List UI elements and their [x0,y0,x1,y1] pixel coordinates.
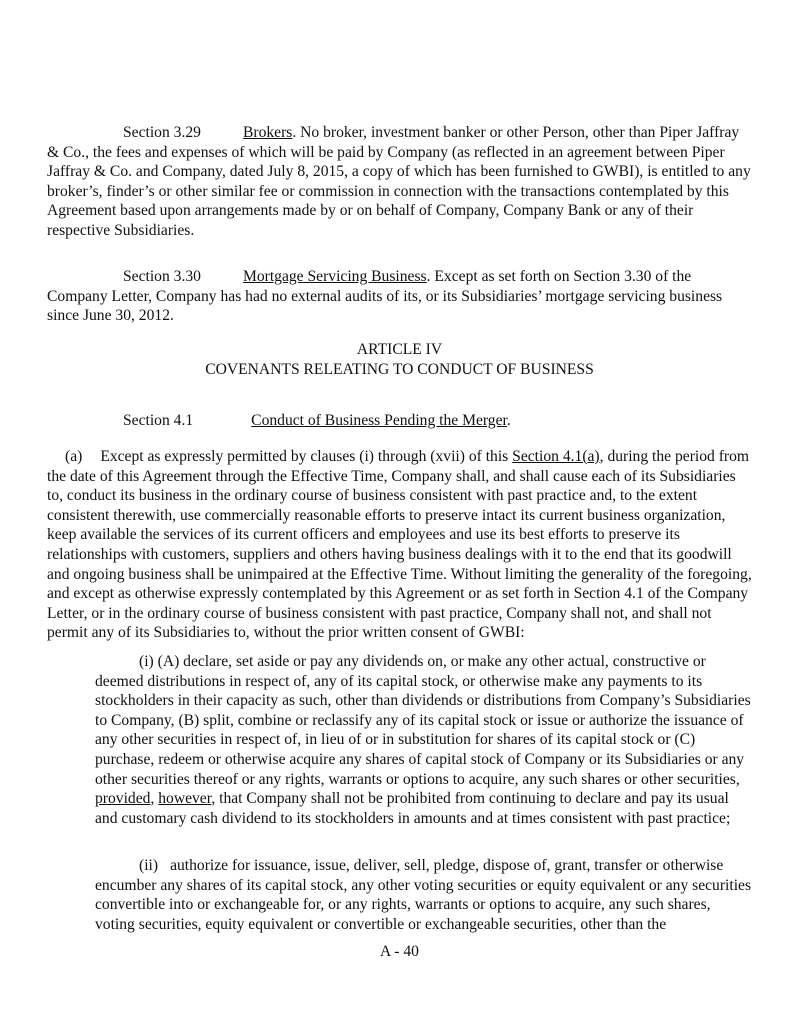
item-i-text-1: (A) declare, set aside or pay any dividends on, or make any other actual, constructive or deemed distributions in respect of, any of its capital stock, or otherwise make any payments to its stockholders in their capacity as such, other than dividends or distributions from Company’s Subsidiaries to Company, (B) split, combine or reclassify any of its capital stock or issue or authorize the issuance of any other securities in respect of, in lieu of or in substitution for shares of its capital stock or (C) purchase, redeem or otherwise acquire any shares of capital stock of Company or its Subsidiaries or any other securities thereof or any rights, warrants or options to acquire, any such shares or other securities, [95,653,751,788]
paragraph-a-text-1: Except as expressly permitted by clauses (i) through (xvii) of this [100,448,513,465]
item-i-comma: , [150,790,159,808]
item-ii-paragraph [95,856,753,934]
section-3-30-number: Section 3.30 [123,268,201,285]
item-ii-label: (ii) [139,857,159,874]
paragraph-a-text-2: , during the period from the date of this Agreement through the Effective Time, Company shall, and shall cause each of its Subsidiaries to, conduct its business in the ordinary course of business consistent with past practice and, to the extent consistent therewith, use commercially reasonable efforts to preserve intact its current business organization, keep available the services of its current officers and employees and use its best efforts to preserve its relationships with customers, suppliers and others having business dealings with it to the end that its goodwill and ongoing business shall be unimpaired at the Effective Time. Without limiting the generality of the foregoing, and except as otherwise expressly contemplated by this Agreement or as set forth in Section 4.1 of the Company Letter, or in the ordinary course of business consistent with past practice, Company shall not, and shall not permit any of its Subsidiaries to, without the prior written consent of GWBI: [47,448,752,642]
section-3-29-paragraph [47,123,753,241]
item-ii-text: authorize for issuance, issue, deliver, sell, pledge, dispose of, grant, transfer or otherwise encumber any shares of its capital stock, any other voting securities or equity equivalent or any securities convertible into or exchangeable for, or any rights, warrants or options to acquire, any such shares, voting securities, equity equivalent or convertible or exchangeable securities, other than the [95,857,752,933]
section-4-1-a-reference: Section 4.1(a) [512,448,600,465]
paragraph-a-label: (a) [65,448,83,465]
section-4-1-number: Section 4.1 [123,412,194,429]
item-i-text-2: , that Company shall not be prohibited from continuing to declare and pay its usual and customary cash dividend to its stockholders in amounts and at times consistent with past practice; [95,790,731,827]
however-term: however [158,790,212,808]
section-3-29-text: . No broker, investment banker or other Person, other than Piper Jaffray & Co., the fees and expenses of which will be paid by Company (as reflected in an agreement between Piper Jaffray & Co. and Company, dated July 8, 2015, a copy of which has been furnished to GWBI), is entitled to any broker’s, finder’s or other similar fee or commission in connection with the transactions contemplated by this Agreement based upon arrangements made by or on behalf of Company, Company Bank or any of their respective Subsidiaries. [47,124,751,239]
provided-term: provided [95,790,151,808]
item-i-label: (i) [139,653,154,670]
section-3-30-heading: Mortgage Servicing Business [242,268,427,285]
article-title: COVENANTS RELEATING TO CONDUCT OF BUSINESS [205,361,594,378]
section-3-30-text: . Except as set forth on Section 3.30 of the Company Letter, Company has had no external audits of its, or its Subsidiaries’ mortgage servicing business since June 30, 2012. [47,268,723,325]
section-3-30-paragraph [47,267,753,326]
section-3-29-heading: Brokers [242,124,293,141]
section-4-1-heading-line [47,411,753,431]
item-i-paragraph [95,652,753,828]
paragraph-a [47,447,753,643]
article-number: ARTICLE IV [356,341,443,358]
section-4-1-heading: Conduct of Business Pending the Merger [251,412,507,429]
page-number: A - 40 [380,943,419,960]
section-4-1-period: . [506,412,511,429]
section-3-29-number: Section 3.29 [123,124,201,141]
